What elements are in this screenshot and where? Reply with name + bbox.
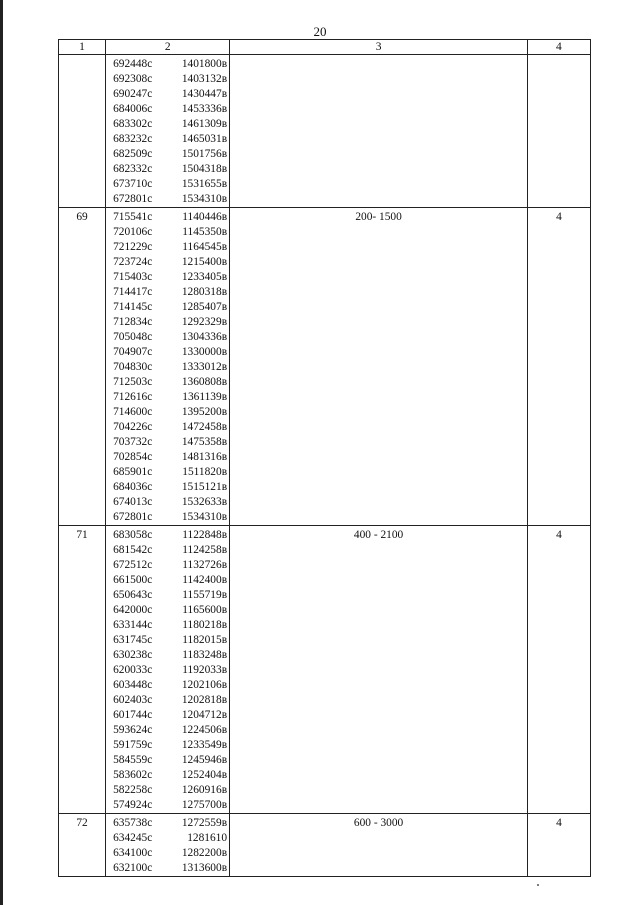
latitude-value: 715403с [113, 271, 153, 283]
coordinate-pair [106, 846, 229, 861]
longitude-value: 1252404в [181, 769, 228, 781]
longitude-value: 1132726в [182, 559, 228, 571]
latitude-value: 703732с [113, 436, 153, 448]
coordinate-pair [106, 480, 229, 495]
coordinate-pair [106, 255, 229, 270]
coordinate-pair [106, 300, 229, 315]
latitude-value: 684006с [113, 103, 153, 115]
coordinate-pair [106, 435, 229, 450]
column-4-value: 4 [556, 817, 562, 829]
coordinate-pair [106, 375, 229, 390]
latitude-value: 593624с [113, 724, 153, 736]
longitude-value: 1461309в [181, 118, 228, 130]
latitude-value: 583602с [113, 769, 153, 781]
latitude-value: 642000с [113, 604, 153, 616]
row-number-cell [59, 55, 106, 208]
depth-range: 200- 1500 [355, 211, 402, 223]
coordinate-pair [106, 633, 229, 648]
latitude-value: 704226с [113, 421, 153, 433]
table-row [59, 814, 591, 877]
column-4-cell [527, 814, 590, 877]
longitude-value: 1192033в [182, 664, 228, 676]
coordinate-pair [106, 87, 229, 102]
depth-range-cell [230, 526, 528, 814]
coordinate-pair [106, 588, 229, 603]
longitude-value: 1202106в [181, 679, 228, 691]
longitude-value: 1360808в [181, 376, 228, 388]
column-4-cell [527, 208, 590, 526]
page-number: 20 [313, 24, 327, 39]
longitude-value: 1285407в [181, 301, 228, 313]
longitude-value: 1401800в [181, 58, 228, 70]
latitude-value: 723724с [113, 256, 153, 268]
latitude-value: 672512с [113, 559, 153, 571]
coordinate-pair [106, 240, 229, 255]
latitude-value: 715541с [113, 211, 153, 223]
longitude-value: 1333012в [181, 361, 228, 373]
longitude-value: 1124258в [182, 544, 228, 556]
latitude-value: 591759с [113, 739, 153, 751]
latitude-value: 704907с [113, 346, 153, 358]
longitude-value: 1155719в [182, 589, 228, 601]
latitude-value: 630238с [113, 649, 153, 661]
coordinate-pair [106, 768, 229, 783]
latitude-value: 681542с [113, 544, 153, 556]
table-row [59, 55, 591, 208]
coordinate-pair [106, 693, 229, 708]
latitude-value: 635738с [113, 817, 153, 829]
latitude-value: 683302с [113, 118, 153, 130]
longitude-value: 1182015в [182, 634, 228, 646]
coordinate-pair [106, 465, 229, 480]
longitude-value: 1501756в [181, 148, 228, 160]
depth-range-cell [230, 208, 528, 526]
longitude-value: 1122848в [182, 529, 228, 541]
latitude-value: 682332с [113, 163, 153, 175]
column-header: 1 [59, 40, 106, 55]
row-number-cell [59, 208, 106, 526]
coordinate-pair [106, 132, 229, 147]
coordinates-cell [106, 208, 230, 526]
coordinate-pair [106, 648, 229, 663]
coordinate-pair [106, 573, 229, 588]
longitude-value: 1272559в [181, 817, 228, 829]
latitude-value: 692448с [113, 58, 153, 70]
longitude-value: 1215400в [181, 256, 228, 268]
coordinate-pair [106, 798, 229, 813]
coordinate-pair [106, 510, 229, 525]
coordinate-pair [106, 192, 229, 207]
coordinate-pair [106, 495, 229, 510]
longitude-value: 1260916в [181, 784, 228, 796]
latitude-value: 673710с [113, 178, 153, 190]
coordinate-pair [106, 528, 229, 543]
longitude-value: 1361139в [182, 391, 228, 403]
longitude-value: 1165600в [182, 604, 228, 616]
coordinate-pair [106, 831, 229, 846]
longitude-value: 1145350в [182, 226, 228, 238]
latitude-value: 702854с [113, 451, 153, 463]
coordinate-pair [106, 285, 229, 300]
coordinate-pair [106, 102, 229, 117]
coordinate-pair [106, 177, 229, 192]
column-4-value: 4 [556, 211, 562, 223]
column-4-value [528, 55, 590, 57]
longitude-value: 1511820в [182, 466, 228, 478]
latitude-value: 705048с [113, 331, 153, 343]
latitude-value: 712503с [113, 376, 153, 388]
coordinate-pair [106, 225, 229, 240]
coordinates-cell [106, 526, 230, 814]
coordinate-pair [106, 360, 229, 375]
longitude-value: 1403132в [181, 73, 228, 85]
latitude-value: 684036с [113, 481, 153, 493]
coordinate-pair [106, 558, 229, 573]
table-header-row [59, 40, 591, 55]
longitude-value: 1142400в [182, 574, 228, 586]
latitude-value: 685901с [113, 466, 153, 478]
coordinates-table [58, 39, 591, 877]
longitude-value: 1304336в [181, 331, 228, 343]
longitude-value: 1472458в [181, 421, 228, 433]
latitude-value: 712616с [113, 391, 153, 403]
latitude-value: 704830с [113, 361, 153, 373]
coordinate-pair [106, 270, 229, 285]
coordinate-pair [106, 315, 229, 330]
row-number [59, 55, 105, 57]
latitude-value: 601744с [113, 709, 153, 721]
coordinate-pair [106, 210, 229, 225]
coordinate-pair [106, 330, 229, 345]
column-header: 4 [527, 40, 590, 55]
longitude-value: 1180218в [182, 619, 228, 631]
longitude-value: 1504318в [181, 163, 228, 175]
longitude-value: 1183248в [182, 649, 228, 661]
coordinate-pair [106, 753, 229, 768]
coordinate-pair [106, 678, 229, 693]
table-row [59, 208, 591, 526]
row-number: 71 [76, 529, 88, 541]
longitude-value: 1515121в [181, 481, 228, 493]
row-number: 72 [76, 817, 88, 829]
latitude-value: 721229с [113, 241, 153, 253]
depth-range [230, 55, 527, 57]
coordinate-pair [106, 708, 229, 723]
latitude-value: 692308с [113, 73, 153, 85]
latitude-value: 683232с [113, 133, 153, 145]
depth-range-cell [230, 814, 528, 877]
longitude-value: 1330000в [181, 346, 228, 358]
latitude-value: 634245с [113, 832, 153, 844]
table-row [59, 526, 591, 814]
coordinate-pair [106, 723, 229, 738]
longitude-value: 1481316в [181, 451, 228, 463]
longitude-value: 1275700в [181, 799, 228, 811]
longitude-value: 1430447в [181, 88, 228, 100]
table-body [59, 55, 591, 877]
latitude-value: 634100с [113, 847, 153, 859]
depth-range: 400 - 2100 [353, 529, 404, 541]
coordinate-pair [106, 147, 229, 162]
coordinate-pair [106, 783, 229, 798]
longitude-value: 1531655в [181, 178, 228, 190]
longitude-value: 1233405в [181, 271, 228, 283]
longitude-value: 1281610 [187, 832, 228, 844]
longitude-value: 1280318в [181, 286, 228, 298]
longitude-value: 1534310в [181, 511, 228, 523]
page-left-edge [0, 0, 3, 905]
longitude-value: 1453336в [181, 103, 228, 115]
row-number: 69 [76, 211, 88, 223]
longitude-value: 1465031в [181, 133, 228, 145]
latitude-value: 672801с [113, 193, 153, 205]
coordinate-pair [106, 390, 229, 405]
latitude-value: 631745с [113, 634, 153, 646]
coordinate-pair [106, 861, 229, 876]
coordinate-pair [106, 738, 229, 753]
latitude-value: 690247с [113, 88, 153, 100]
coordinate-pair [106, 618, 229, 633]
stray-dot [537, 884, 539, 886]
latitude-value: 714417с [113, 286, 153, 298]
coordinate-pair [106, 816, 229, 831]
coordinates-cell [106, 55, 230, 208]
longitude-value: 1292329в [181, 316, 228, 328]
longitude-value: 1202818в [181, 694, 228, 706]
column-4-cell [527, 526, 590, 814]
latitude-value: 714145с [113, 301, 153, 313]
latitude-value: 582258с [113, 784, 153, 796]
row-number-cell [59, 526, 106, 814]
longitude-value: 1282200в [181, 847, 228, 859]
latitude-value: 632100с [113, 862, 153, 874]
latitude-value: 633144с [113, 619, 153, 631]
latitude-value: 712834с [113, 316, 153, 328]
latitude-value: 672801с [113, 511, 153, 523]
longitude-value: 1313600в [181, 862, 228, 874]
latitude-value: 603448с [113, 679, 153, 691]
longitude-value: 1534310в [181, 193, 228, 205]
longitude-value: 1164545в [182, 241, 228, 253]
depth-range-cell [230, 55, 528, 208]
longitude-value: 1475358в [181, 436, 228, 448]
column-4-cell [527, 55, 590, 208]
longitude-value: 1532633в [181, 496, 228, 508]
column-4-value: 4 [556, 529, 562, 541]
longitude-value: 1233549в [181, 739, 228, 751]
longitude-value: 1224506в [181, 724, 228, 736]
longitude-value: 1140446в [182, 211, 228, 223]
latitude-value: 574924с [113, 799, 153, 811]
coordinate-pair [106, 603, 229, 618]
coordinate-pair [106, 72, 229, 87]
coordinate-pair [106, 117, 229, 132]
longitude-value: 1245946в [181, 754, 228, 766]
depth-range: 600 - 3000 [353, 817, 404, 829]
coordinate-pair [106, 405, 229, 420]
latitude-value: 661500с [113, 574, 153, 586]
coordinate-pair [106, 663, 229, 678]
column-header: 3 [230, 40, 528, 55]
coordinate-pair [106, 543, 229, 558]
latitude-value: 674013с [113, 496, 153, 508]
latitude-value: 584559с [113, 754, 153, 766]
latitude-value: 682509с [113, 148, 153, 160]
coordinate-pair [106, 345, 229, 360]
longitude-value: 1395200в [181, 406, 228, 418]
coordinate-pair [106, 162, 229, 177]
latitude-value: 714600с [113, 406, 153, 418]
latitude-value: 683058с [113, 529, 153, 541]
latitude-value: 602403с [113, 694, 153, 706]
longitude-value: 1204712в [181, 709, 228, 721]
coordinate-pair [106, 450, 229, 465]
coordinates-cell [106, 814, 230, 877]
latitude-value: 720106с [113, 226, 153, 238]
latitude-value: 620033с [113, 664, 153, 676]
latitude-value: 650643с [113, 589, 153, 601]
coordinate-pair [106, 57, 229, 72]
column-header: 2 [106, 40, 230, 55]
coordinate-pair [106, 420, 229, 435]
row-number-cell [59, 814, 106, 877]
